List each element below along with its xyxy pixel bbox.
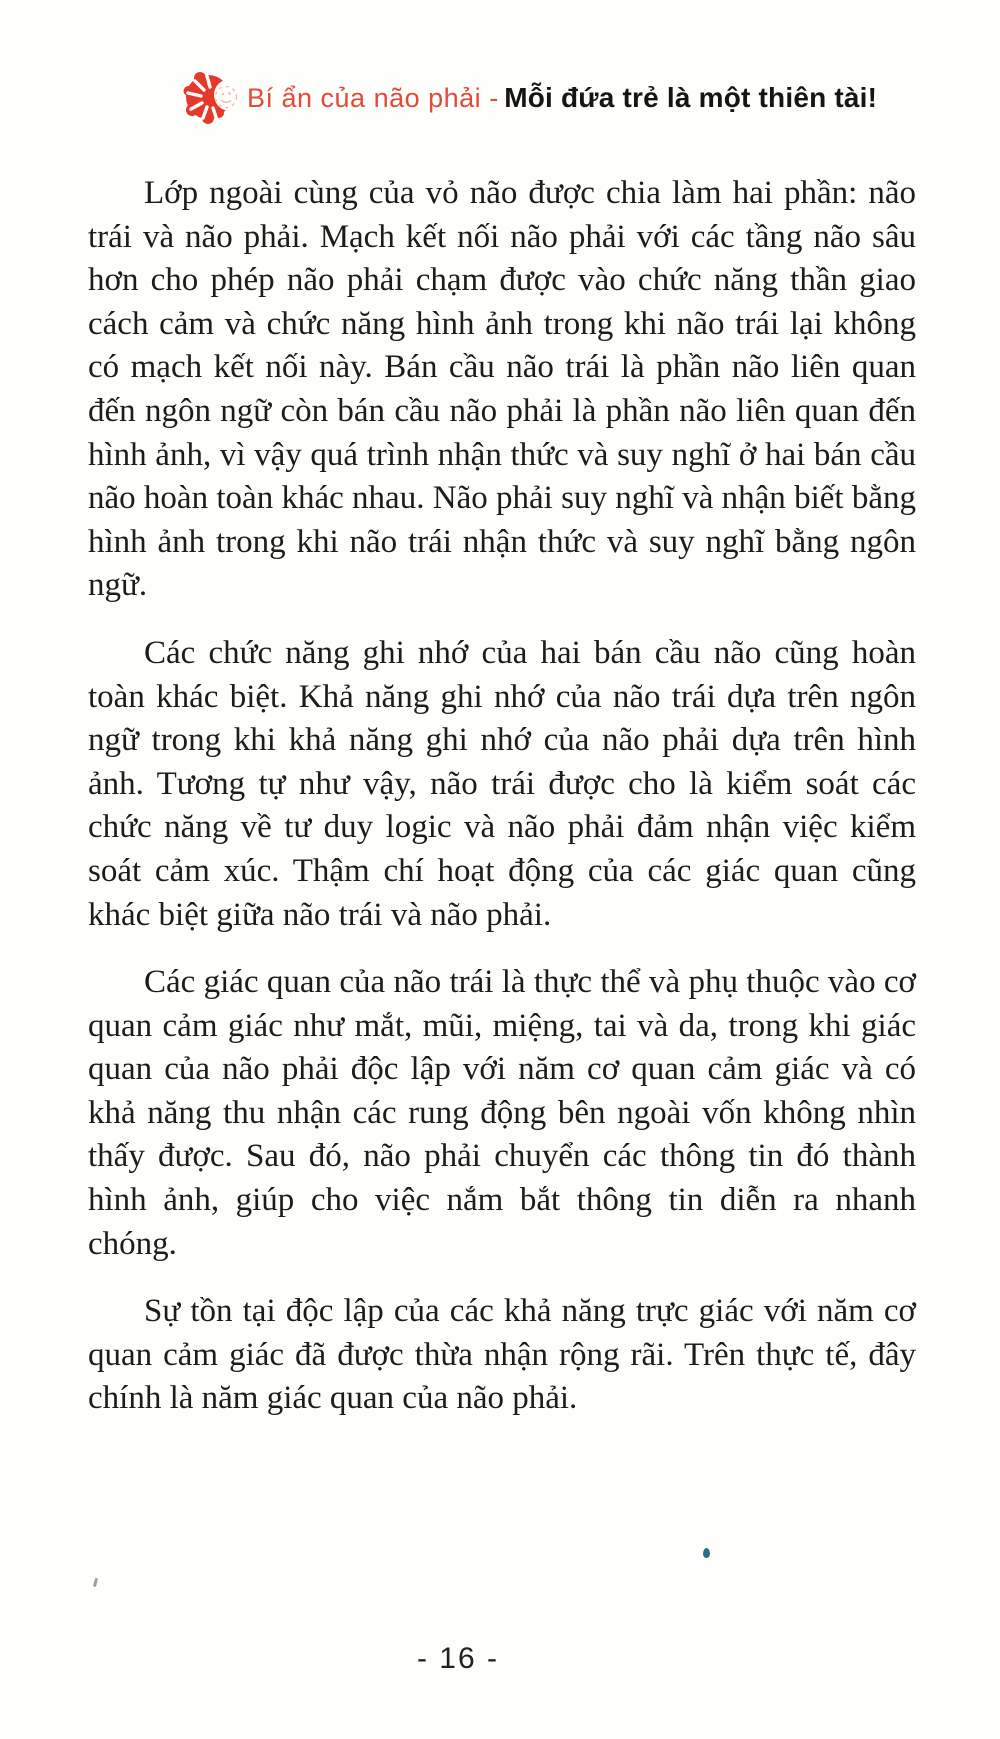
page-number: - 16 - bbox=[416, 1642, 500, 1675]
paragraph-3: Các giác quan của não trái là thực thể và phụ thuộc vào cơ quan cảm giác như mắt, mũi, miệng, tai và da, trong khi giác quan của não phải độc lập với năm cơ quan cảm giác và có khả năng thu nhận các rung động bên ngoài vốn không nhìn thấy được. Sau đó, não phải chuyển các thông tin đó thành hình ảnh, giúp cho việc nắm bắt thông tin diễn ra nhanh chóng. bbox=[88, 964, 916, 1262]
paragraph-2: Các chức năng ghi nhớ của hai bán cầu não cũng hoàn toàn khác biệt. Khả năng ghi nhớ của não trái dựa trên ngôn ngữ trong khi khả năng ghi nhớ của não phải dựa trên hình ảnh. Tương tự như vậy, não trái được cho là kiểm soát các chức năng về tư duy logic và não phải đảm nhận việc kiểm soát cảm xúc. Thậm chí hoạt động của các giác quan cũng khác biệt giữa não trái và não phải. bbox=[88, 634, 916, 933]
brain-logo-icon bbox=[183, 70, 239, 126]
title-separator: - bbox=[489, 82, 499, 113]
page-footer bbox=[0, 1642, 916, 1676]
book-title: Mỗi đứa trẻ là một thiên tài! bbox=[504, 82, 878, 113]
paragraph-4: Sự tồn tại độc lập của các khả năng trực giác với năm cơ quan cảm giác đã được thừa nhận rộng rãi. Trên thực tế, đây chính là năm giác quan của não phải. bbox=[88, 1293, 916, 1417]
ink-speck bbox=[703, 1548, 710, 1558]
page-body-text bbox=[88, 172, 916, 1445]
paragraph-1: Lớp ngoài cùng của vỏ não được chia làm hai phần: não trái và não phải. Mạch kết nối não phải với các tầng não sâu hơn cho phép não phải chạm được vào chức năng thần giao cách cảm và chức năng hình ảnh trong khi não trái lại không có mạch kết nối này. Bán cầu não trái là phần não liên quan đến ngôn ngữ còn bán cầu não phải là phần não liên quan đến hình ảnh, vì vậy quá trình nhận thức và suy nghĩ ở hai bán cầu não hoàn toàn khác nhau. Não phải suy nghĩ và nhận biết bằng hình ảnh trong khi não trái nhận thức và suy nghĩ bằng ngôn ngữ. bbox=[88, 175, 916, 604]
series-title: Bí ẩn của não phải bbox=[247, 82, 482, 113]
running-header bbox=[183, 70, 877, 126]
scan-smudge bbox=[93, 1578, 98, 1587]
